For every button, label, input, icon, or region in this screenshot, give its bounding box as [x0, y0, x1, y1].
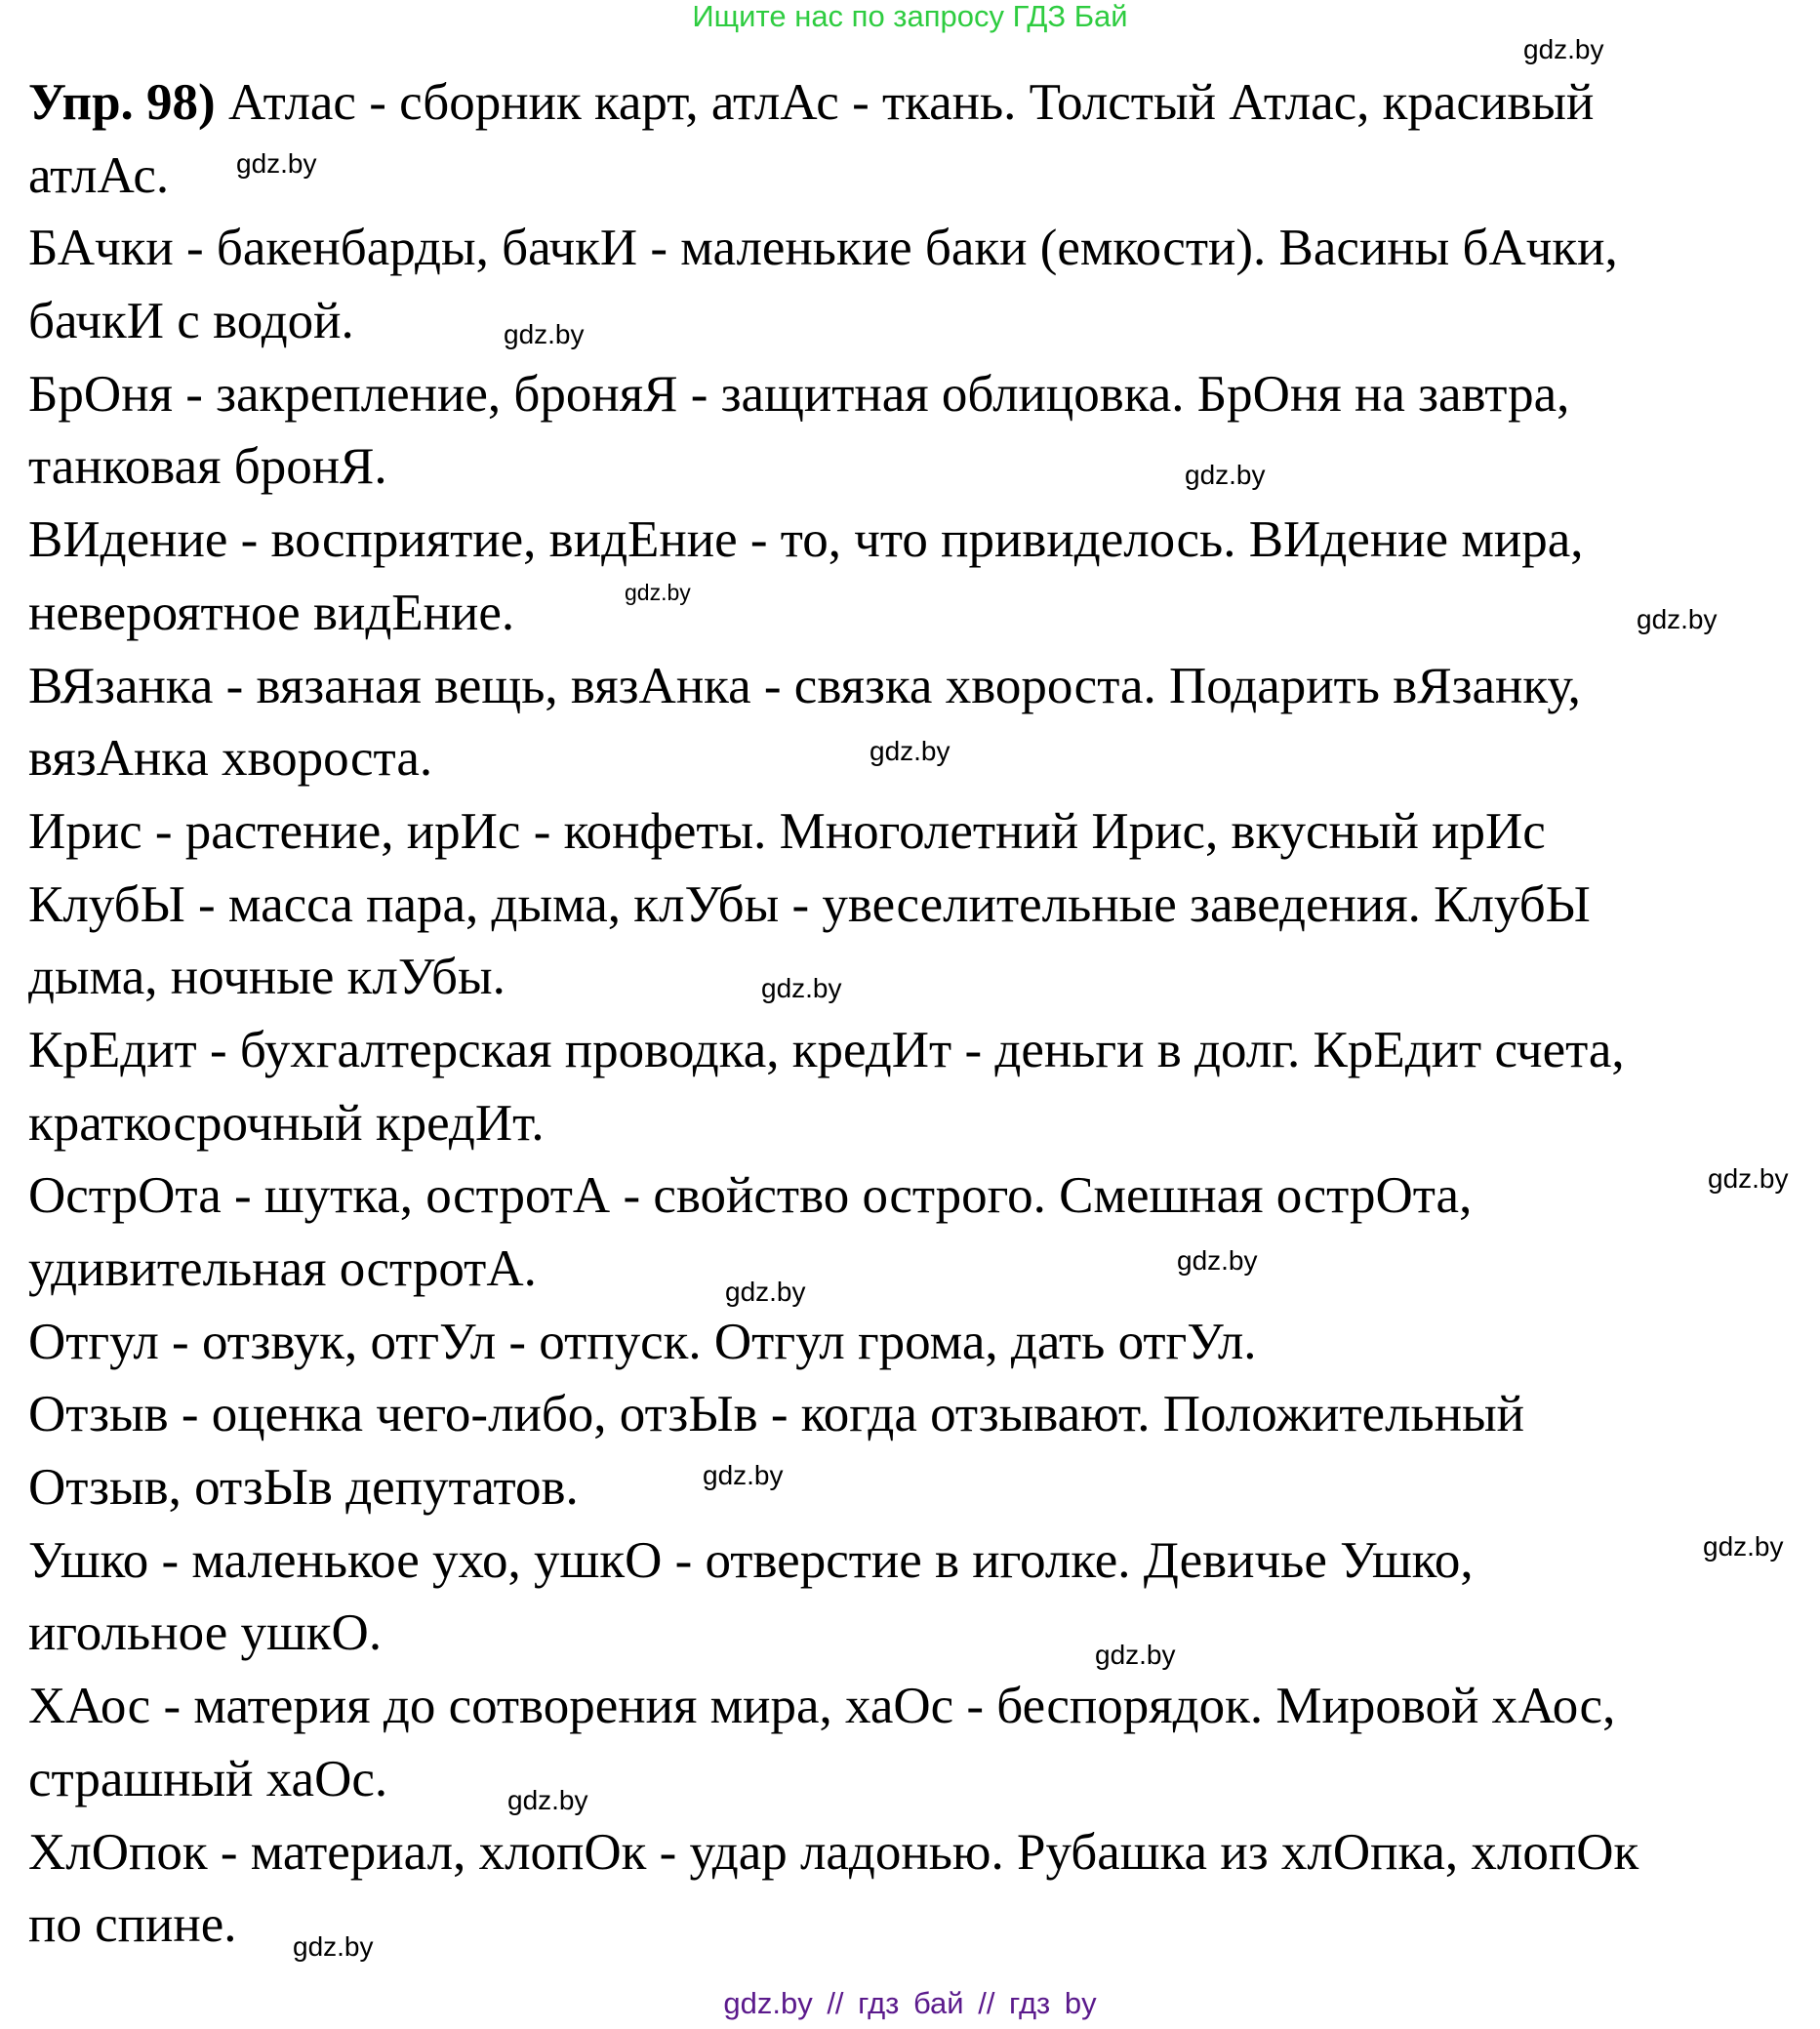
footer-links: gdz.by // гдз бай // гдз by: [723, 1986, 1097, 2020]
text-line: страшный хаОс.: [28, 1750, 388, 1807]
watermark: gdz.by: [703, 1460, 784, 1490]
watermark: gdz.by: [1095, 1640, 1176, 1670]
exercise-text: [28, 66, 1638, 1962]
watermark: gdz.by: [293, 1931, 374, 1962]
text-line: краткосрочный кредИт.: [28, 1094, 545, 1152]
text-line: удивительная остротА.: [28, 1240, 537, 1297]
watermark: gdz.by: [625, 580, 691, 605]
watermark: gdz.by: [761, 973, 842, 1003]
text-line: по спине.: [28, 1896, 237, 1954]
text-line: БрОня - закрепление, броняЯ - защитная облицовка. БрОня на завтра,: [28, 365, 1570, 423]
text-line: вязАнка хвороста.: [28, 730, 433, 788]
text-line: ХлОпок - материал, хлопОк - удар ладонью. Рубашка из хлОпка, хлопОк: [28, 1823, 1639, 1881]
watermark: gdz.by: [236, 148, 317, 179]
watermark: gdz.by: [1523, 34, 1604, 64]
text-line: игольное ушкО.: [28, 1604, 383, 1662]
text-line: Упр. 98) Атлас - сборник карт, атлАс - ткань. Толстый Атлас, красивый: [28, 74, 1595, 131]
watermark: gdz.by: [1177, 1245, 1258, 1276]
text-line: Отгул - отзвук, отгУл - отпуск. Отгул грома, дать отгУл.: [28, 1313, 1257, 1370]
search-hint-banner: Ищите нас по запросу ГДЗ Бай: [692, 0, 1128, 33]
exercise-label: Упр. 98): [28, 74, 216, 131]
watermark: gdz.by: [504, 319, 585, 349]
text-line: КрЕдит - бухгалтерская проводка, кредИт - деньги в долг. КрЕдит счета,: [28, 1021, 1625, 1078]
watermark: gdz.by: [1637, 604, 1718, 634]
watermark: gdz.by: [1185, 460, 1266, 490]
text-line: ОстрОта - шутка, остротА - свойство острого. Смешная острОта,: [28, 1167, 1473, 1225]
text-line: БАчки - бакенбарды, бачкИ - маленькие баки (емкости). Васины бАчки,: [28, 220, 1618, 277]
text-line: атлАс.: [28, 146, 170, 204]
text-line: танковая бронЯ.: [28, 438, 387, 496]
watermark: gdz.by: [1708, 1163, 1789, 1194]
text-line: Отзыв - оценка чего-либо, отзЫв - когда отзывают. Положительный: [28, 1386, 1525, 1443]
watermark: gdz.by: [507, 1785, 588, 1815]
watermark: gdz.by: [1703, 1531, 1784, 1562]
text-line: ХАос - материя до сотворения мира, хаОс - беспорядок. Мировой хАос,: [28, 1678, 1616, 1735]
text-line: Отзыв, отзЫв депутатов.: [28, 1459, 579, 1517]
text-line: Ушко - маленькое ухо, ушкО - отверстие в иголке. Девичье Ушко,: [28, 1531, 1474, 1589]
text-line: бачкИ с водой.: [28, 293, 354, 350]
text-line: ВЯзанка - вязаная вещь, вязАнка - связка хвороста. Подарить вЯзанку,: [28, 657, 1581, 714]
text-line: невероятное видЕние.: [28, 584, 515, 641]
watermark: gdz.by: [725, 1277, 806, 1307]
text-line: Ирис - растение, ирИс - конфеты. Многолетний Ирис, вкусный ирИс: [28, 802, 1546, 860]
text-line: КлубЫ - масса пара, дыма, клУбы - увеселительные заведения. КлубЫ: [28, 875, 1591, 933]
watermark: gdz.by: [870, 736, 950, 766]
text-line: дыма, ночные клУбы.: [28, 949, 506, 1006]
text-line: ВИдение - восприятие, видЕние - то, что привиделось. ВИдение мира,: [28, 511, 1584, 569]
